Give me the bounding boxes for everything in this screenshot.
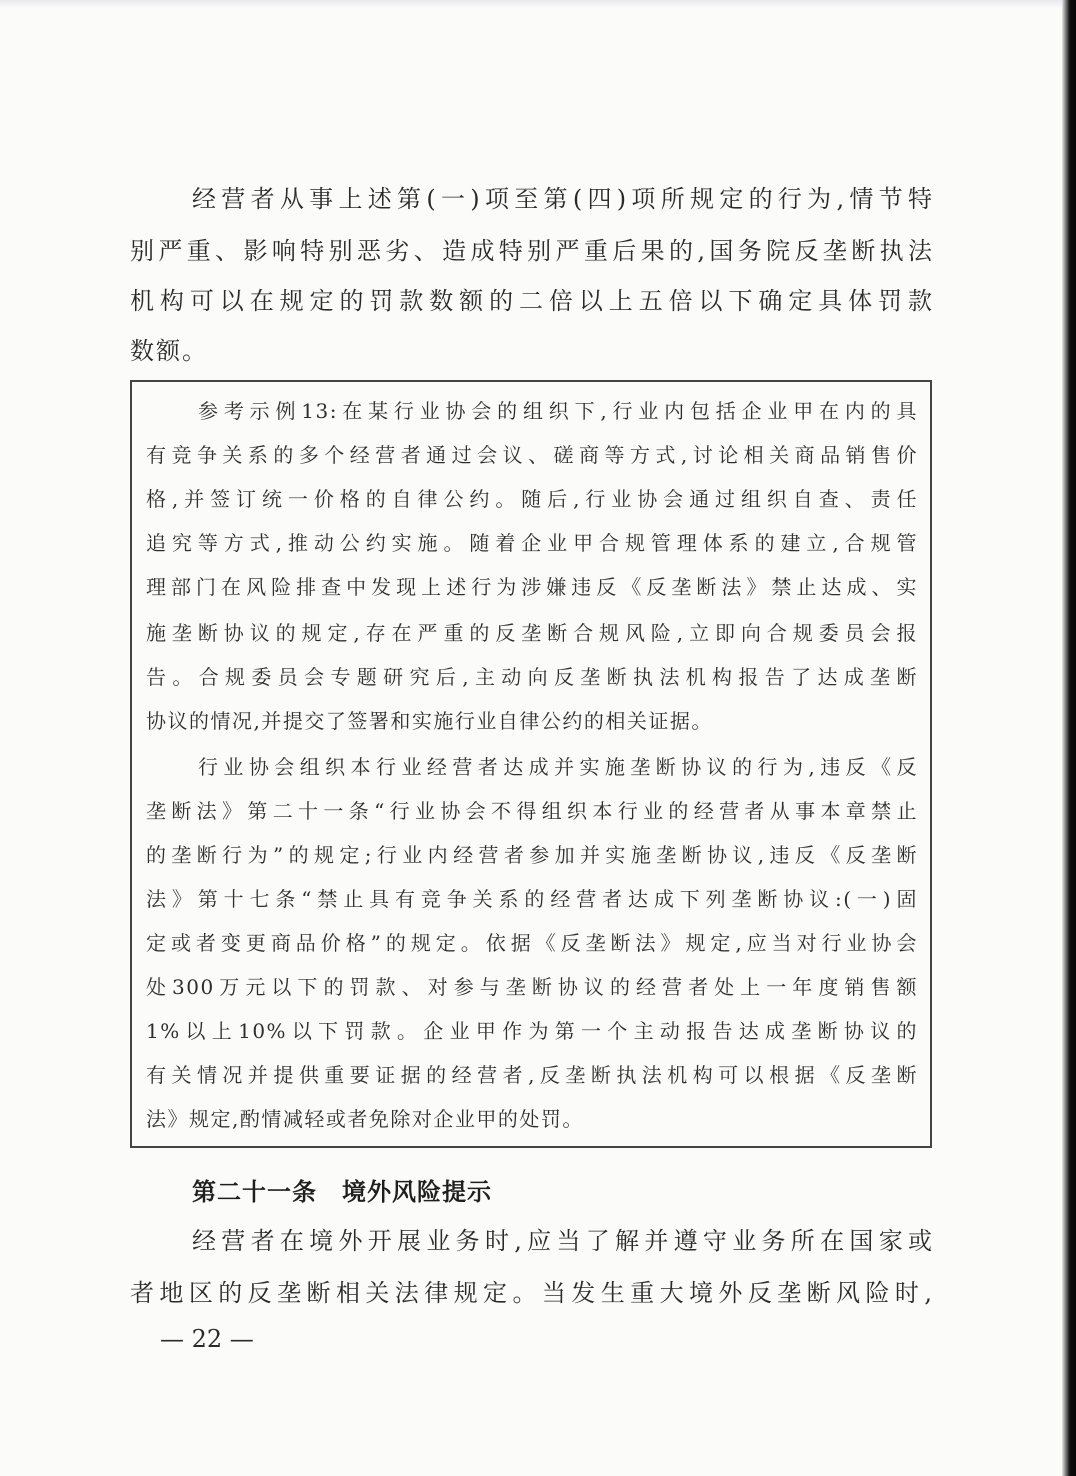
example-line: 定或者变更商品价格”的规定。依据《反垄断法》规定,应当对行业协会 bbox=[146, 931, 918, 955]
example-line: 垄断法》第二十一条“行业协会不得组织本行业的经营者从事本章禁止 bbox=[146, 799, 918, 823]
example-line: 施垄断协议的规定,存在严重的反垄断合规风险,立即向合规委员会报 bbox=[146, 621, 918, 645]
scan-right-edge bbox=[1062, 0, 1076, 1476]
paragraph-line: 别严重、影响特别恶劣、造成特别严重后果的,国务院反垄断执法 bbox=[130, 237, 934, 265]
example-line: 告。合规委员会专题研究后,主动向反垄断执法机构报告了达成垄断 bbox=[146, 665, 918, 689]
example-line: 行业协会组织本行业经营者达成并实施垄断协议的行为,违反《反 bbox=[198, 755, 918, 779]
example-line: 法》第十七条“禁止具有竞争关系的经营者达成下列垄断协议:(一)固 bbox=[146, 887, 918, 911]
example-line: 处300万元以下的罚款、对参与垄断协议的经营者处上一年度销售额 bbox=[146, 975, 918, 999]
page-number: — 22 — bbox=[160, 1325, 254, 1353]
example-line: 参考示例13:在某行业协会的组织下,行业内包括企业甲在内的具 bbox=[198, 399, 918, 423]
example-line: 的垄断行为”的规定;行业内经营者参加并实施垄断协议,违反《反垄断 bbox=[146, 843, 918, 867]
scan-top-shade bbox=[0, 0, 1076, 8]
paragraph-line: 数额。 bbox=[130, 337, 208, 365]
example-line: 格,并签订统一价格的自律公约。随后,行业协会通过组织自查、责任 bbox=[146, 487, 918, 511]
paragraph-line: 者地区的反垄断相关法律规定。当发生重大境外反垄断风险时, bbox=[130, 1279, 934, 1307]
paragraph-line: 经营者从事上述第(一)项至第(四)项所规定的行为,情节特 bbox=[192, 185, 934, 213]
example-line: 追究等方式,推动公约实施。随着企业甲合规管理体系的建立,合规管 bbox=[146, 531, 918, 555]
example-line: 有竞争关系的多个经营者通过会议、磋商等方式,讨论相关商品销售价 bbox=[146, 443, 918, 467]
example-line: 1%以上10%以下罚款。企业甲作为第一个主动报告达成垄断协议的 bbox=[146, 1019, 918, 1043]
paragraph-line: 机构可以在规定的罚款数额的二倍以上五倍以下确定具体罚款 bbox=[130, 287, 934, 315]
example-line: 协议的情况,并提交了签署和实施行业自律公约的相关证据。 bbox=[146, 709, 713, 733]
example-line: 有关情况并提供重要证据的经营者,反垄断执法机构可以根据《反垄断 bbox=[146, 1063, 918, 1087]
article-heading: 第二十一条 境外风险提示 bbox=[192, 1178, 492, 1206]
example-line: 理部门在风险排查中发现上述行为涉嫌违反《反垄断法》禁止达成、实 bbox=[146, 575, 918, 599]
paragraph-line: 经营者在境外开展业务时,应当了解并遵守业务所在国家或 bbox=[192, 1227, 934, 1255]
example-line: 法》规定,酌情减轻或者免除对企业甲的处罚。 bbox=[146, 1107, 584, 1131]
